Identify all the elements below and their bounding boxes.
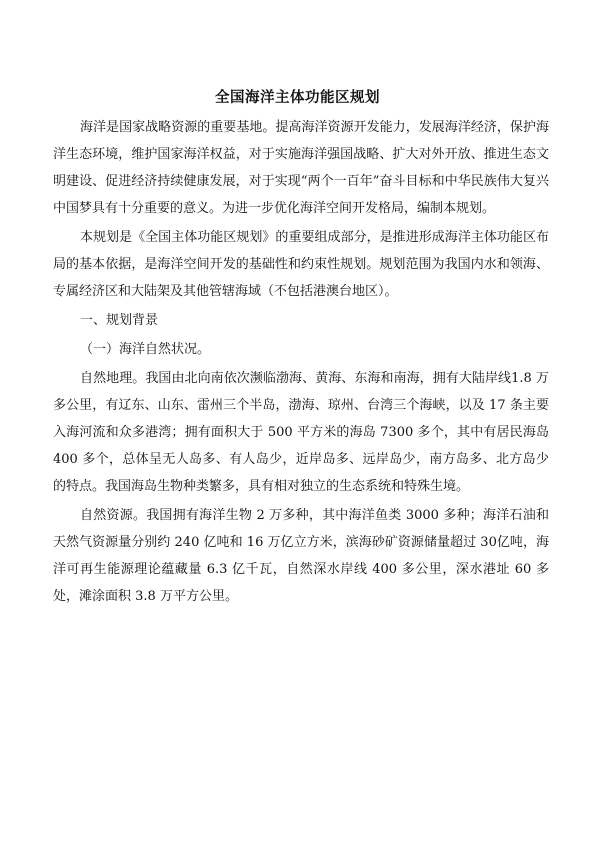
paragraph-natural-resources: 自然资源。我国拥有海洋生物 2 万多种，其中海洋鱼类 3000 多种；海洋石油和天然气资源量分别约 240 亿吨和 16 万亿立方米，滨海砂矿资源储量超过 30亿吨，海洋可再生能源理论蕴藏量 6.3 亿千瓦，自然深水岸线 400 多公里，深水港址 60 多处，滩涂面积 3.8 万平方公里。 [53, 508, 549, 604]
section-heading: 一、规划背景 [80, 313, 159, 328]
document-title: 全国海洋主体功能区规划 [215, 90, 380, 106]
paragraph-intro: 海洋是国家战略资源的重要基地。提高海洋资源开发能力，发展海洋经济，保护海洋生态环境，维护国家海洋权益，对于实施海洋强国战略、扩大对外开放、推进生态文明建设、促进经济持续健康发展，对于实现“两个一百年”奋斗目标和中华民族伟大复兴中国梦具有十分重要的意义。为进一步优化海洋空间开发格局，编制本规划。 [53, 120, 549, 216]
paragraph-natural-geography: 自然地理。我国由北向南依次濒临渤海、黄海、东海和南海，拥有大陆岸线1.8 万多公里，有辽东、山东、雷州三个半岛，渤海、琼州、台湾三个海峡，以及 17 条主要入海河流和众多港湾；拥有面积大于 500 平方米的海岛 7300 多个，其中有居民海岛 400 多个，总体呈无人岛多、有人岛少，近岸岛多、远岸岛少，南方岛多、北方岛少的特点。我国海岛生物种类繁多，具有相对独立的生态系统和特殊生境。 [53, 371, 549, 494]
paragraph-scope: 本规划是《全国主体功能区规划》的重要组成部分，是推进形成海洋主体功能区布局的基本依据，是海洋空间开发的基础性和约束性规划。规划范围为我国内水和领海、专属经济区和大陆架及其他管辖海域（不包括港澳台地区）。 [53, 230, 549, 299]
document-body [53, 114, 549, 612]
subsection-heading: （一）海洋自然状况。 [80, 342, 211, 357]
